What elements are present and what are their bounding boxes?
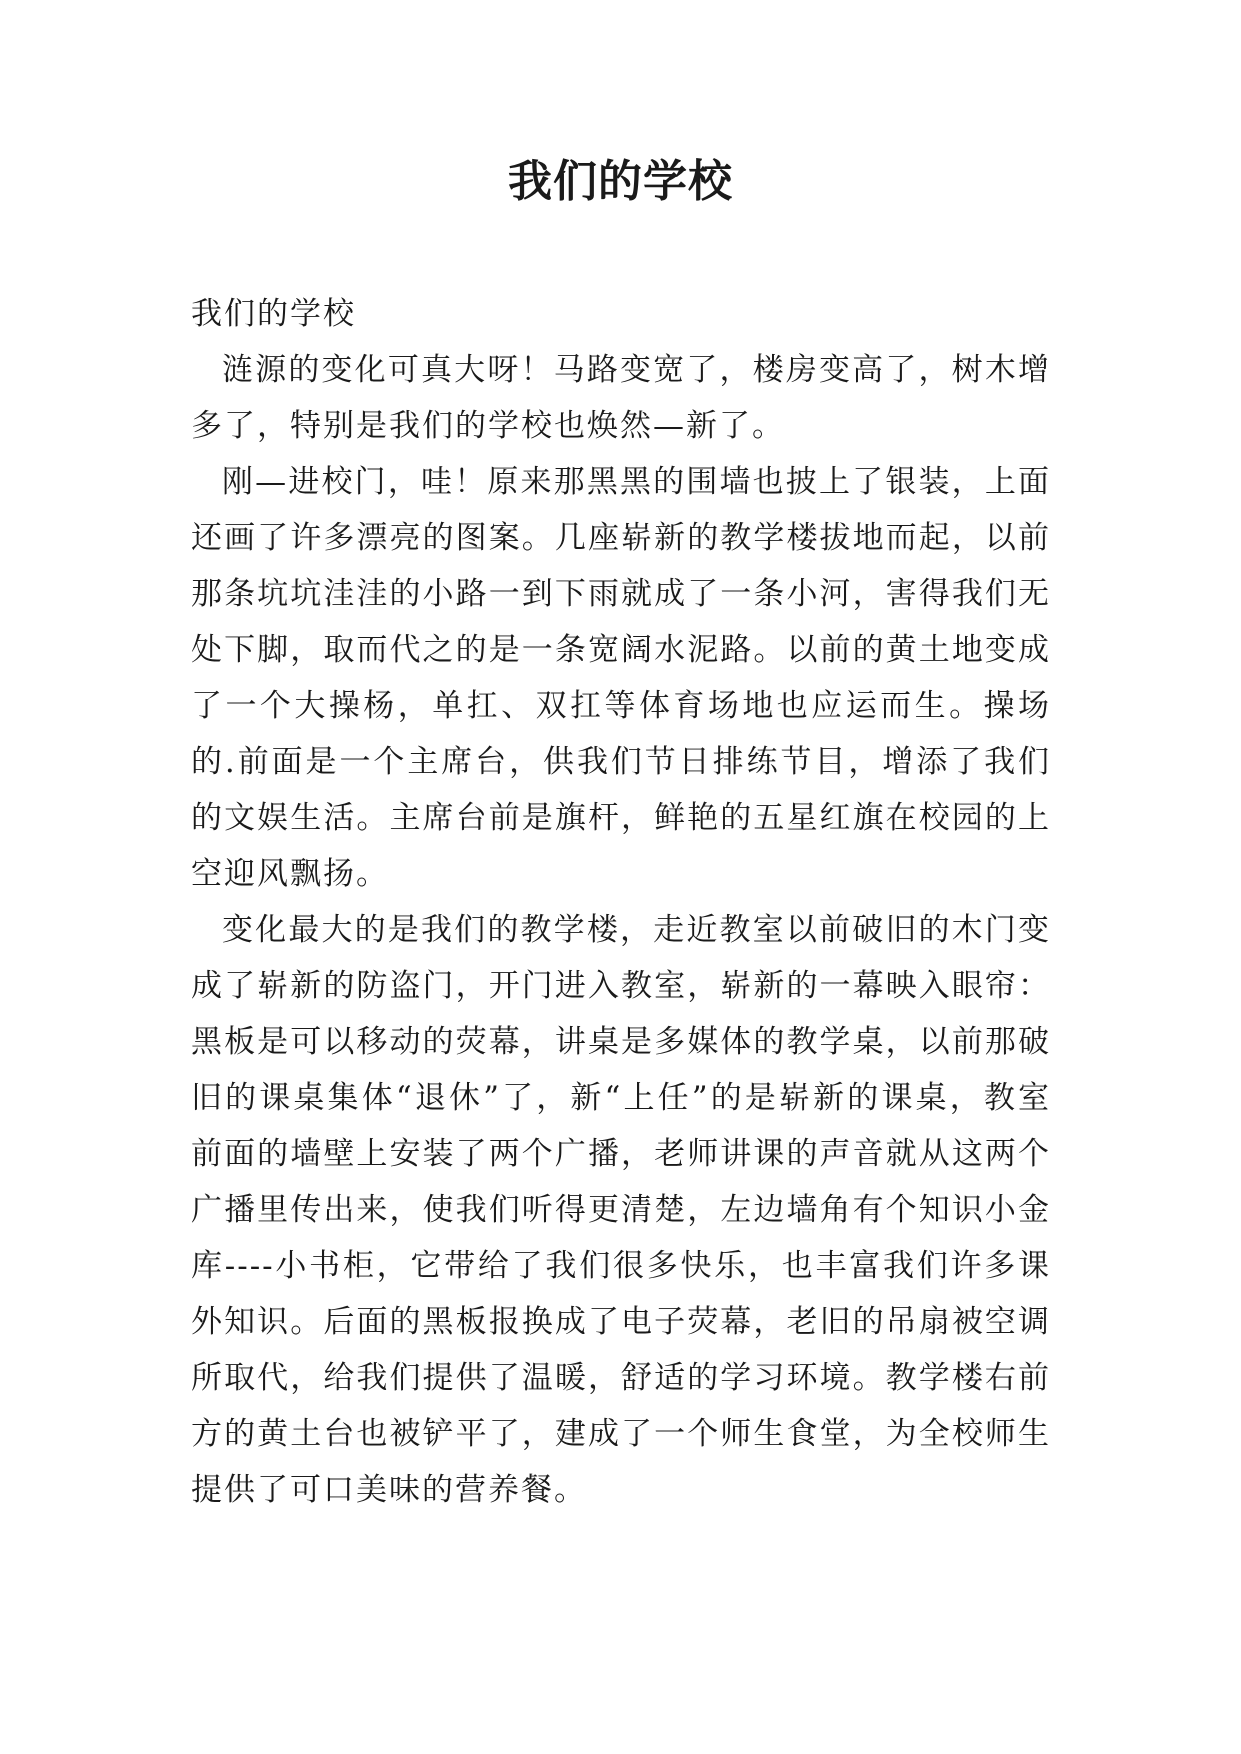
paragraph-3: 变化最大的是我们的教学楼，走近教室以前破旧的木门变成了崭新的防盗门，开门进入教室，崭新的一幕映入眼帘：黑板是可以移动的荧幕，讲桌是多媒体的教学桌，以前那破旧的课桌集体“退休”了，新“上任”的是崭新的课桌，教室前面的墙壁上安装了两个广播，老师讲课的声音就从这两个广播里传出来，使我们听得更清楚，左边墙角有个知识小金库----小书柜，它带给了我们很多快乐，也丰富我们许多课外知识。后面的黑板报换成了电子荧幕，老旧的吊扇被空调所取代，给我们提供了温暖，舒适的学习环境。教学楼右前方的黄土台也被铲平了，建成了一个师生食堂，为全校师生提供了可口美味的营养餐。 xyxy=(191,912,1051,1508)
document-title: 我们的学校 xyxy=(508,156,733,207)
document-body xyxy=(191,286,1051,1518)
paragraph-2: 刚—进校门，哇！原来那黑黑的围墙也披上了银装，上面还画了许多漂亮的图案。几座崭新的教学楼拔地而起，以前那条坑坑洼洼的小路一到下雨就成了一条小河，害得我们无处下脚，取而代之的是一条宽阔水泥路。以前的黄土地变成了一个大操杨，单扛、双扛等体育场地也应运而生。操场的.前面是一个主席台，供我们节日排练节目，增添了我们的文娱生活。主席台前是旗杆，鲜艳的五星红旗在校园的上空迎风飘扬。 xyxy=(191,464,1051,892)
document-subheading: 我们的学校 xyxy=(191,296,356,332)
paragraph-1: 涟源的变化可真大呀！马路变宽了，楼房变高了，树木增多了，特别是我们的学校也焕然—新了。 xyxy=(191,352,1051,444)
